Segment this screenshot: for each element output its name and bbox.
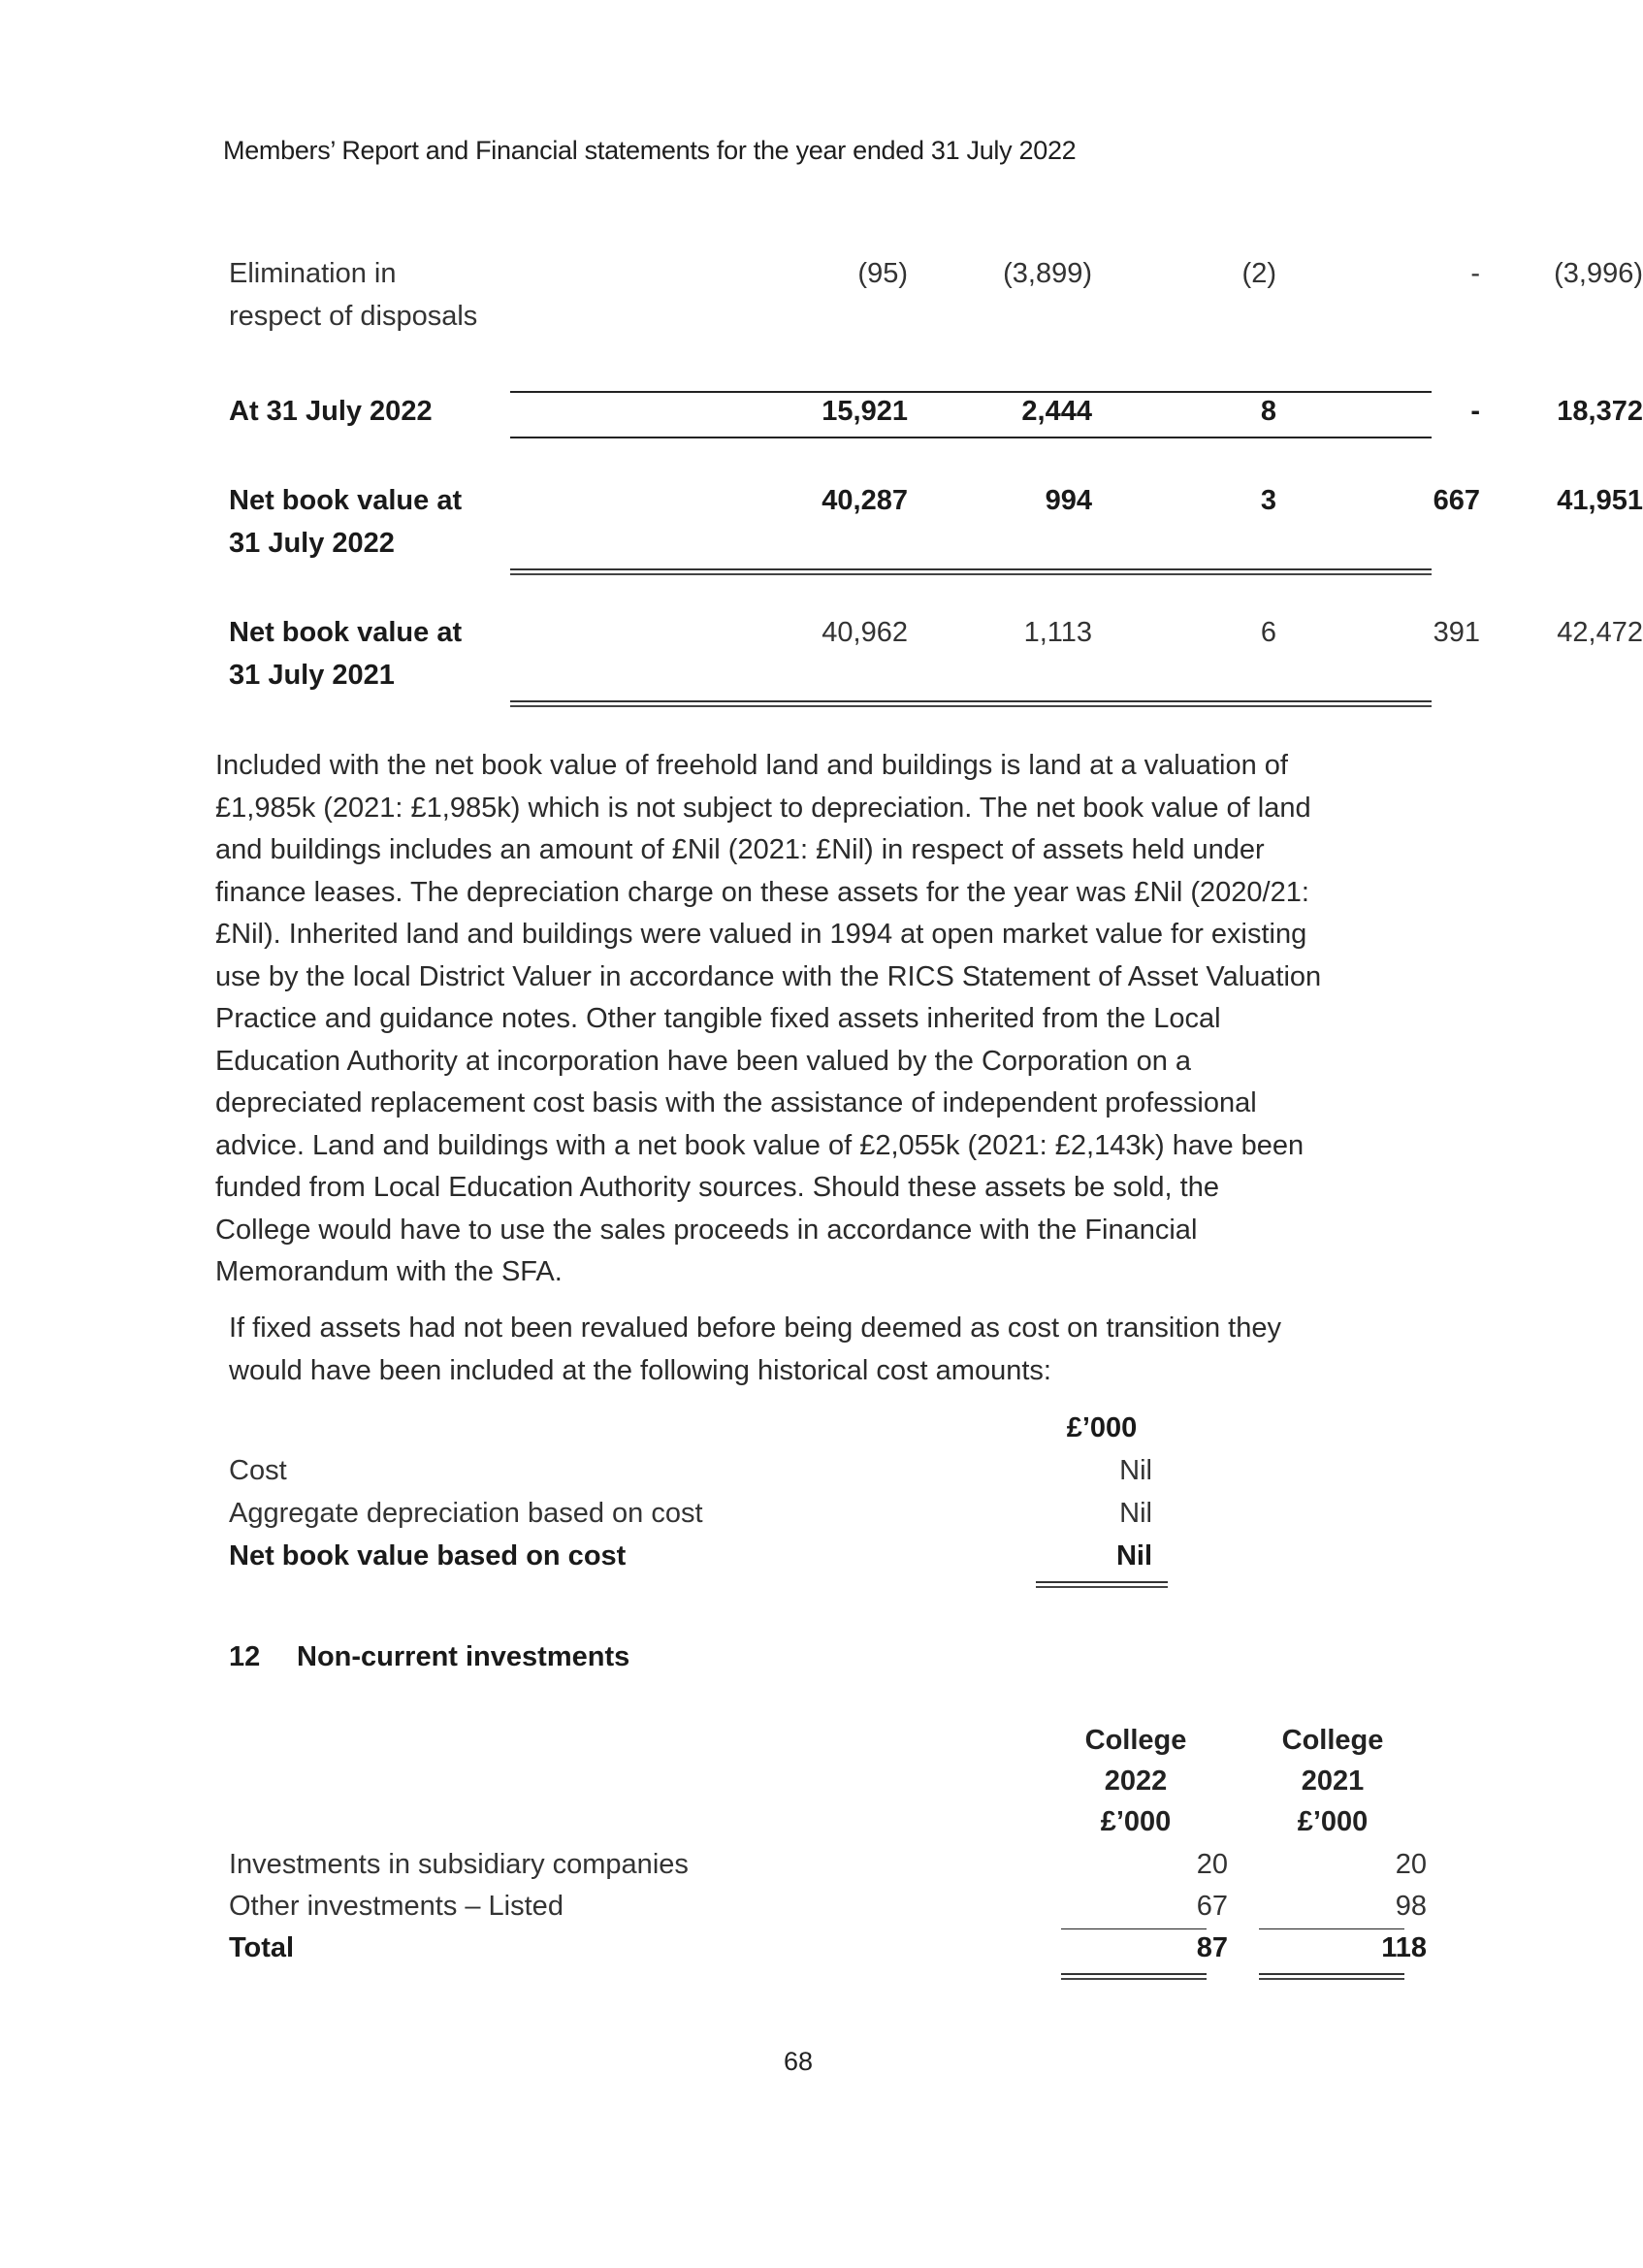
section-title: Non-current investments: [297, 1641, 630, 1672]
paragraph-line: use by the local District Valuer in accordance with the RICS Statement of Asset Valuation: [215, 960, 1322, 992]
table-row: [229, 1492, 1199, 1535]
cell-value: (2): [1241, 258, 1276, 289]
cell-value: Nil: [1119, 1455, 1152, 1486]
paragraph-line: would have been included at the following historical cost amounts:: [229, 1354, 1051, 1386]
row-label: Aggregate depreciation based on cost: [229, 1498, 703, 1529]
paragraph-line: £1,985k (2021: £1,985k) which is not subject to depreciation. The net book value of land: [215, 792, 1311, 824]
cell-value: 18,372: [1557, 396, 1643, 427]
row-label: At 31 July 2022: [229, 396, 433, 427]
cell-value: (3,996): [1554, 258, 1643, 289]
column-header-row: [229, 1760, 1432, 1802]
row-label-line1: Elimination in: [229, 258, 397, 289]
cell-value: 6: [1260, 617, 1276, 648]
paragraph-line: Education Authority at incorporation have been valued by the Corporation on a: [215, 1045, 1192, 1077]
row-label: [229, 252, 520, 338]
cell-value: 994: [1045, 485, 1092, 516]
row-label: Total: [229, 1932, 295, 1963]
historical-cost-paragraph: [229, 1308, 1393, 1392]
column-header: £’000: [1066, 1412, 1138, 1443]
cell-value: 87: [1196, 1932, 1228, 1963]
page-number: 68: [784, 2047, 814, 2076]
column-header-row: [229, 1407, 1199, 1449]
paragraph-line: and buildings includes an amount of £Nil (2021: £Nil) in respect of assets held under: [215, 834, 1265, 865]
paragraph-line: Included with the net book value of freehold land and buildings is land at a valuation of: [215, 750, 1288, 781]
cell-value: Nil: [1119, 1498, 1152, 1529]
column-header: £’000: [1297, 1806, 1369, 1837]
row-label: [229, 479, 520, 565]
section-number: 12: [229, 1641, 261, 1672]
row-label-line2: respect of disposals: [229, 301, 478, 332]
paragraph-line: If fixed assets had not been revalued before being deemed as cost on transition they: [229, 1312, 1281, 1344]
table-row: [229, 1843, 1432, 1886]
paragraph-line: depreciated replacement cost basis with the assistance of independent professional: [215, 1087, 1257, 1118]
row-label-line1: Net book value at: [229, 485, 463, 516]
paragraph-line: finance leases. The depreciation charge on these assets for the year was £Nil (2020/21:: [215, 876, 1309, 908]
cell-value: 67: [1196, 1891, 1228, 1922]
cell-value: 98: [1395, 1891, 1427, 1922]
row-label-line2: 31 July 2022: [229, 528, 395, 559]
double-divider: [1061, 1973, 1207, 1980]
cell-value: 2,444: [1021, 396, 1092, 427]
row-label-line1: Net book value at: [229, 617, 463, 648]
paragraph-line: £Nil). Inherited land and buildings were valued in 1994 at open market value for existing: [215, 919, 1307, 950]
paragraph-line: Memorandum with the SFA.: [215, 1256, 563, 1287]
cell-value: 1,113: [1023, 617, 1092, 648]
cell-value: (3,899): [1003, 258, 1092, 289]
cell-value: 118: [1381, 1932, 1427, 1963]
valuation-paragraph: [215, 745, 1389, 1294]
row-label: [229, 611, 520, 697]
cell-value: 40,962: [822, 617, 908, 648]
paragraph-line: advice. Land and buildings with a net book value of £2,055k (2021: £2,143k) have been: [215, 1129, 1305, 1161]
table-row: [229, 1449, 1199, 1492]
double-divider: [1036, 1581, 1168, 1588]
paragraph-line: College would have to use the sales proceeds in accordance with the Financial: [215, 1214, 1198, 1246]
row-label: Net book value based on cost: [229, 1540, 627, 1571]
double-divider: [510, 700, 1432, 707]
table-row-total: [229, 1927, 1432, 1969]
table-row: [229, 1885, 1432, 1928]
cell-value: -: [1470, 258, 1480, 289]
row-label: Cost: [229, 1455, 287, 1486]
cell-value: 42,472: [1557, 617, 1643, 648]
double-divider: [510, 568, 1432, 575]
row-label: Investments in subsidiary companies: [229, 1849, 689, 1880]
column-header: 2022: [1104, 1766, 1168, 1797]
table-row-total: [229, 1535, 1199, 1577]
cell-value: 3: [1260, 485, 1276, 516]
row-label: Other investments – Listed: [229, 1891, 564, 1922]
column-header: £’000: [1100, 1806, 1172, 1837]
paragraph-line: funded from Local Education Authority sources. Should these assets be sold, the: [215, 1172, 1219, 1203]
double-divider: [1259, 1973, 1404, 1980]
column-header-row: [229, 1800, 1432, 1843]
cell-value: Nil: [1115, 1540, 1152, 1571]
cell-value: 667: [1433, 485, 1480, 516]
cell-value: 15,921: [822, 396, 908, 427]
cell-value: 40,287: [822, 485, 908, 516]
cell-value: 20: [1395, 1849, 1427, 1880]
row-label-line2: 31 July 2021: [229, 660, 395, 691]
divider: [510, 437, 1432, 438]
paragraph-line: Practice and guidance notes. Other tangible fixed assets inherited from the Local: [215, 1003, 1221, 1034]
section-heading: [229, 1641, 629, 1673]
cell-value: (95): [857, 258, 908, 289]
cell-value: 20: [1196, 1849, 1228, 1880]
cell-value: 391: [1433, 617, 1480, 648]
column-header: College: [1084, 1725, 1187, 1756]
cell-value: 8: [1260, 396, 1276, 427]
cell-value: 41,951: [1557, 485, 1643, 516]
column-header: College: [1281, 1725, 1384, 1756]
cell-value: -: [1470, 396, 1480, 427]
column-header: 2021: [1301, 1766, 1365, 1797]
page-header: Members’ Report and Financial statements for the year ended 31 July 2022: [223, 136, 1077, 165]
column-header-row: [229, 1719, 1432, 1762]
